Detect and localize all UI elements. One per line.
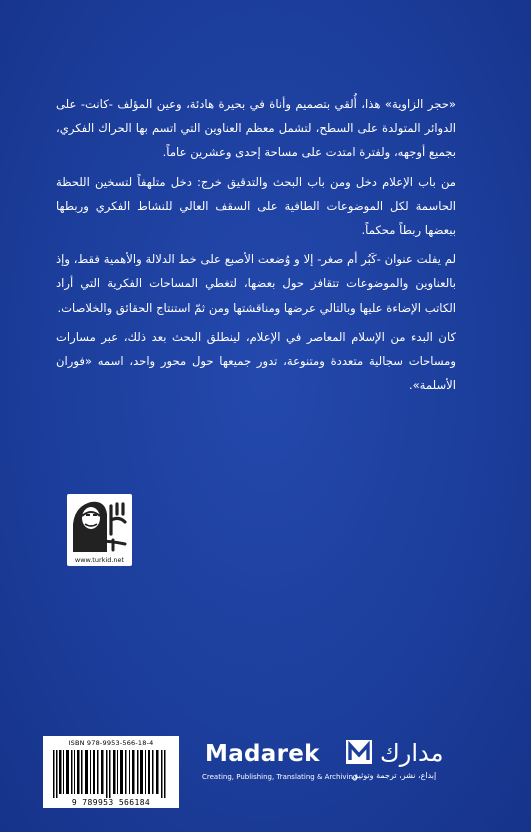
- publisher-name-arabic: مدارك: [380, 739, 444, 767]
- blurb-paragraph-4: كان البدء من الإسلام المعاصر في الإعلام، لينطلق البحث بعد ذلك، عبر مسارات ومساحات سجالية متعددة ومتنوعة، تدور جميعها حول محور واحد، اسمه «فوران الأسلمة».: [56, 329, 456, 393]
- publisher-tagline-english: Creating, Publishing, Translating & Archiving: [202, 773, 358, 781]
- publisher-m-mark-icon: [346, 740, 372, 764]
- blurb-text: [56, 92, 456, 402]
- isbn-barcode: [43, 736, 179, 808]
- isbn-number: ISBN 978-9953-566-18-4: [68, 739, 154, 747]
- publisher-tagline-arabic: إبداع، نشر، ترجمة وتوثيق: [352, 771, 437, 780]
- barcode-digits: 9 789953 566184: [71, 798, 151, 807]
- author-website: www.turkid.net: [74, 556, 125, 564]
- blurb-paragraph-1: «حجر الزاوية» هذا، أُلقي بتصميم وأناة في بحيرة هادئة، وعين المؤلف -كانت- على الدوائر المتولدة على السطح، لتشمل معظم العناوين التي اتسم بها الحراك الفكري، بجميع أوجهه، ولفترة امتدت على مساحة إحدى وعشرين عاماً.: [56, 97, 456, 160]
- publisher-logo: [200, 739, 490, 809]
- author-logo-badge: [67, 494, 132, 566]
- blurb-paragraph-3: لم يفلت عنوان -كَبُر أم صغر- إلا و وُضعت الأصبع على خط الدلالة والأهمية فقط، وإذ بالعناوين والموضوعات تتقافز حول بعضها، لتغطي المساحات الفكرية التي أراد الكاتب الإضاءة عليها وبالتالي عرضها ومناقشتها ومن ثمّ استنتاج الحقائق والخلاصات.: [56, 252, 456, 315]
- author-portrait-logo-icon: [67, 494, 132, 556]
- publisher-name-latin: Madarek: [205, 741, 320, 767]
- barcode-icon: [51, 750, 171, 798]
- blurb-paragraph-2: من باب الإعلام دخل ومن باب البحث والتدقيق خرج: دخل متلهفاً لتسخين اللحظة الحاسمة لكل الموضوعات الطافية على السقف العالي للنشاط الفكري وربطها ببعضها ربطاً محكماً.: [56, 174, 456, 238]
